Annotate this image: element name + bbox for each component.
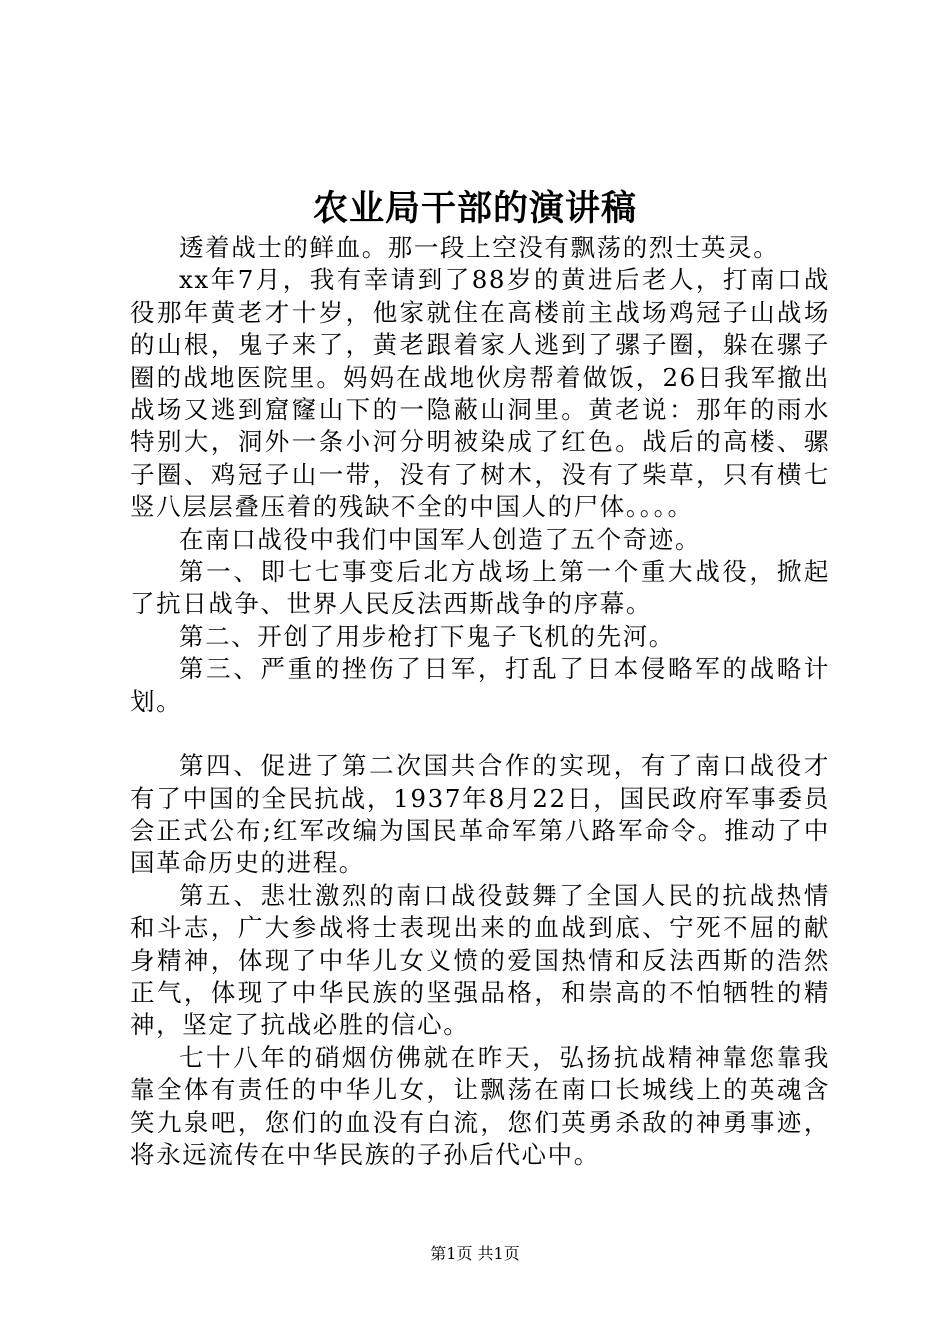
paragraph: 第四、促进了第二次国共合作的实现，有了南口战役才有了中国的全民抗战，1937年8月22日，国民政府军事委员会正式公布;红军改编为国民革命军第八路军命令。推动了中国革命历史的进程。 bbox=[130, 751, 830, 878]
paragraph: 第一、即七七事变后北方战场上第一个重大战役，掀起了抗日战争、世界人民反法西斯战争的序幕。 bbox=[130, 557, 830, 619]
paragraph: 第二、开创了用步枪打下鬼子飞机的先河。 bbox=[179, 621, 675, 651]
paragraph: 七十八年的硝烟仿佛就在昨天，弘扬抗战精神靠您靠我靠全体有责任的中华儿女，让飘荡在南口长城线上的英魂含笑九泉吧，您们的血没有白流，您们英勇杀敌的神勇事迹，将永远流传在中华民族的子孙后代心中。 bbox=[130, 1042, 830, 1169]
page-number-footer: 第1页 共1页 bbox=[430, 1244, 520, 1263]
paragraph: xx年7月，我有幸请到了88岁的黄进后老人，打南口战役那年黄老才十岁，他家就住在高楼前主战场鸡冠子山战场的山根，鬼子来了，黄老跟着家人逃到了骡子圈，躲在骡子圈的战地医院里。妈妈在战地伙房帮着做饭，26日我军撤出战场又逃到窟窿山下的一隐蔽山洞里。黄老说：那年的雨水特别大，洞外一条小河分明被染成了红色。战后的高楼、骡子圈、鸡冠子山一带，没有了树木，没有了柴草，只有横七竖八层层叠压着的残缺不全的中国人的尸体。。。。 bbox=[130, 265, 830, 522]
paragraph: 在南口战役中我们中国军人创造了五个奇迹。 bbox=[179, 524, 701, 554]
paragraph: 第五、悲壮激烈的南口战役鼓舞了全国人民的抗战热情和斗志，广大参战将士表现出来的血战到底、宁死不屈的献身精神，体现了中华儿女义愤的爱国热情和反法西斯的浩然正气，体现了中华民族的坚强品格，和崇高的不怕牺牲的精神，坚定了抗战必胜的信心。 bbox=[130, 880, 830, 1040]
paragraph: 透着战士的鲜血。那一段上空没有飘荡的烈士英灵。 bbox=[179, 233, 780, 262]
document-title: 农业局干部的演讲稿 bbox=[312, 188, 637, 229]
paragraph: 第三、严重的挫伤了日军，打乱了日本侵略军的战略计划。 bbox=[130, 654, 830, 716]
document-body bbox=[130, 232, 830, 1171]
